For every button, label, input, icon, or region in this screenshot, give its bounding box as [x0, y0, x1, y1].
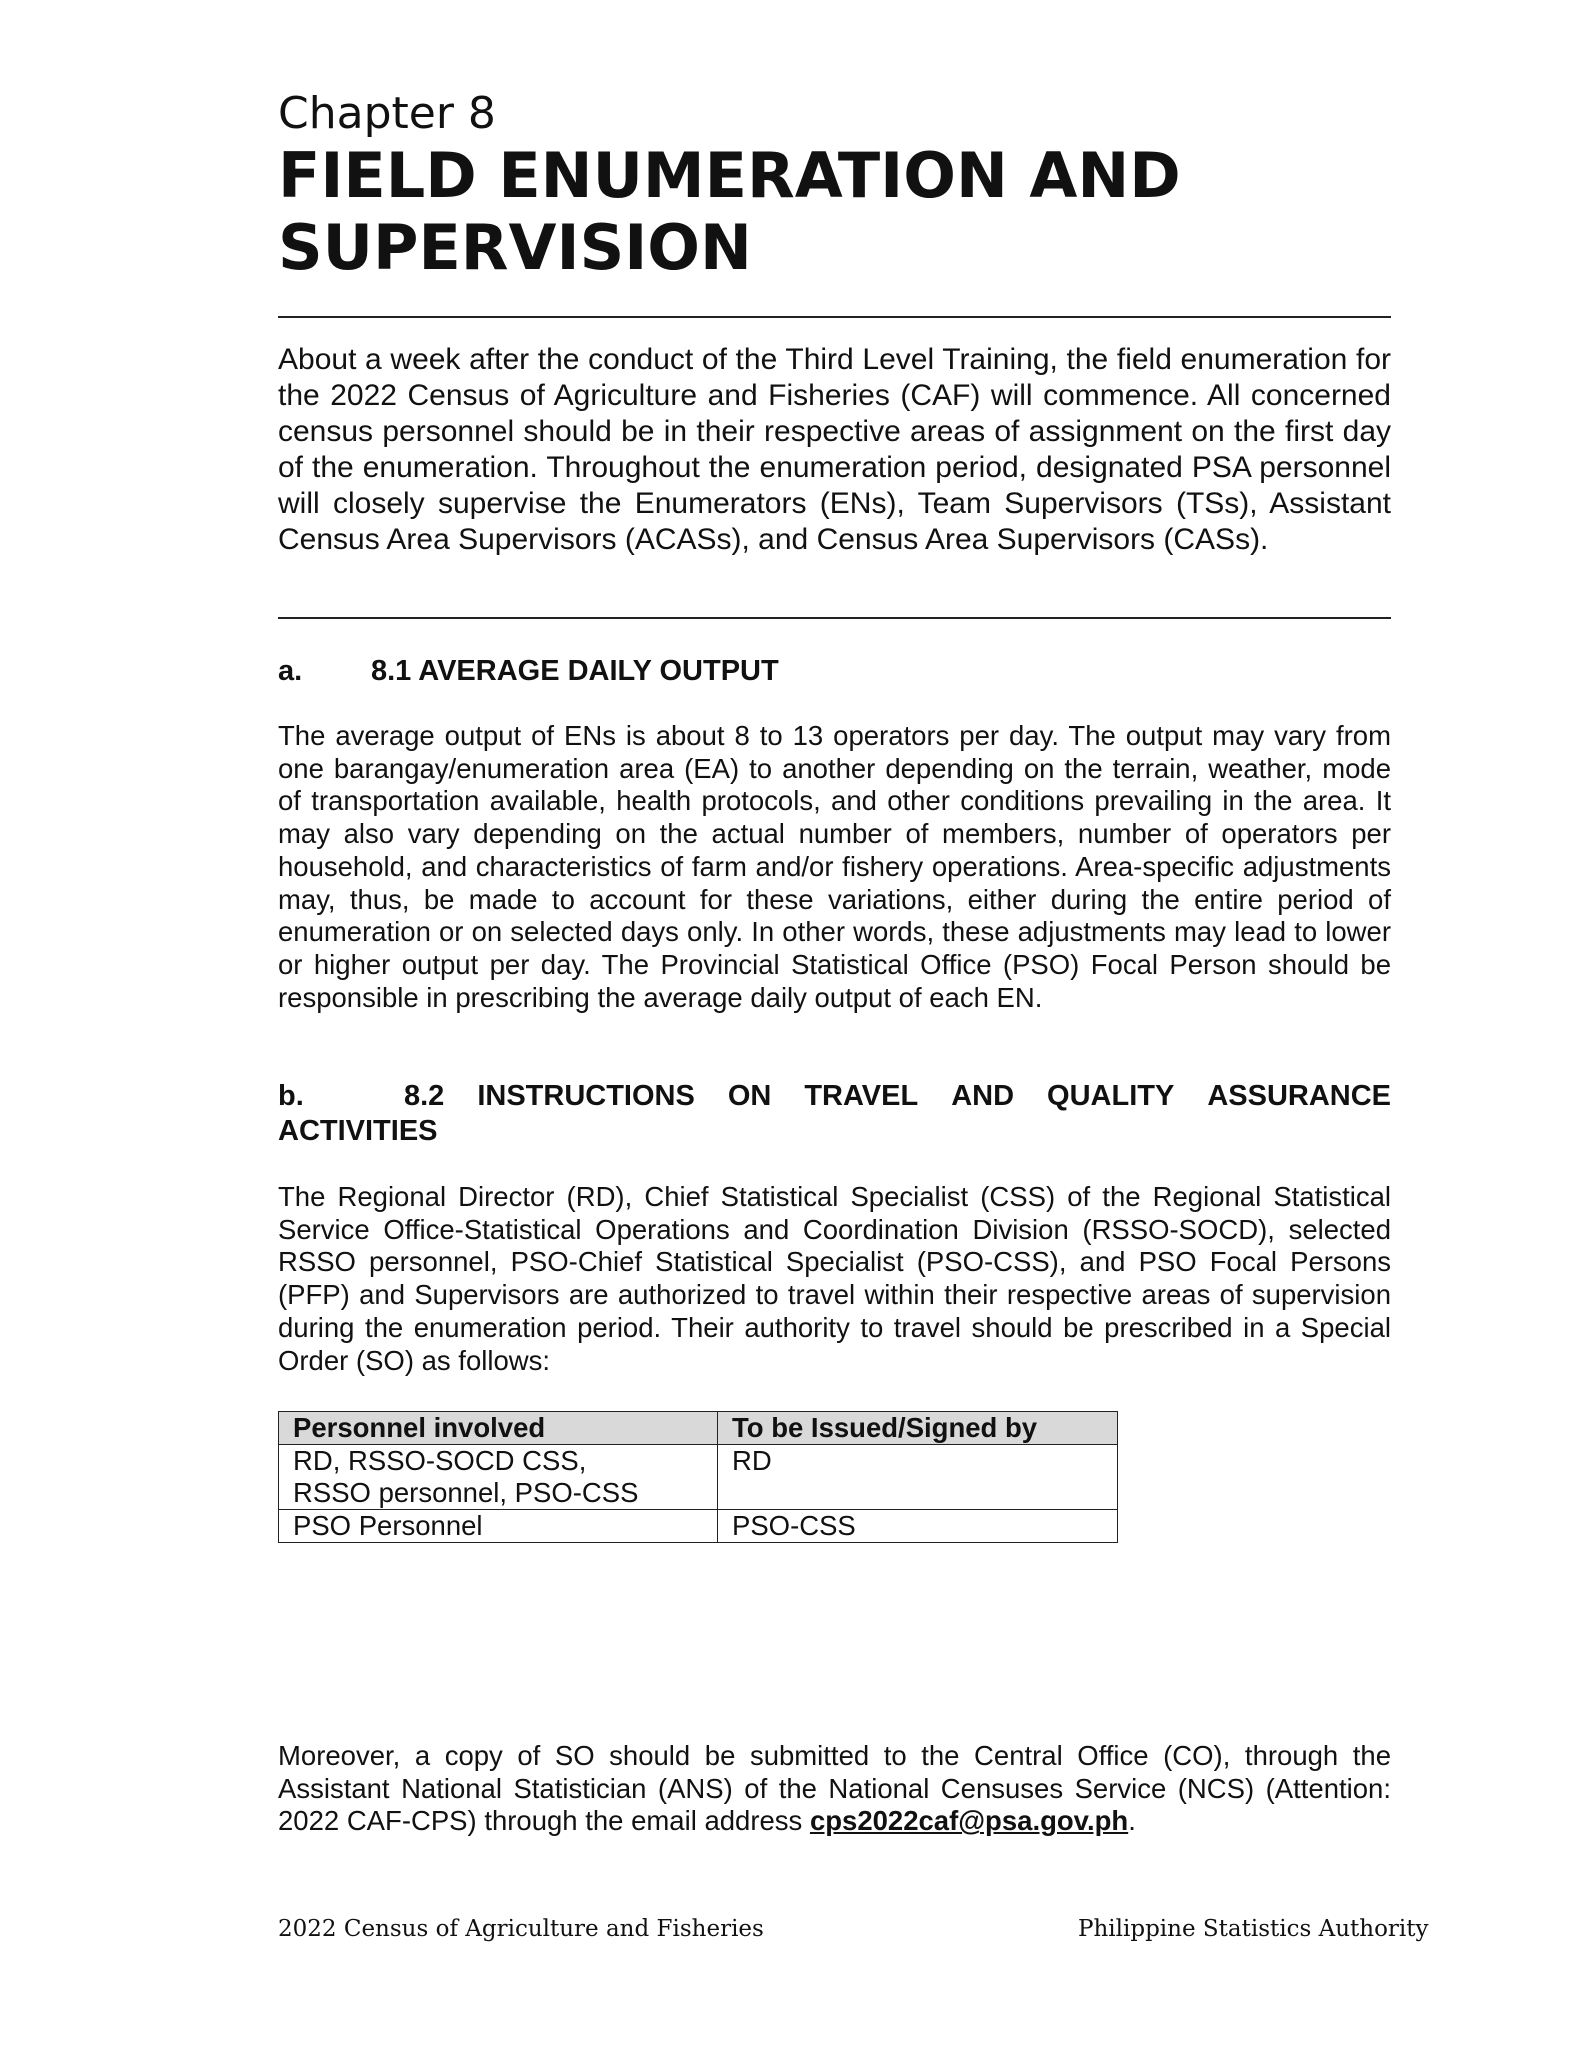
- chapter-label: Chapter 8: [278, 88, 496, 139]
- heading-word: QUALITY: [1047, 1080, 1175, 1112]
- cell-line: PSO Personnel: [293, 1510, 483, 1541]
- section-title: 8.1 AVERAGE DAILY OUTPUT: [371, 655, 779, 687]
- table-row: [279, 1445, 1118, 1510]
- table-header-cell: Personnel involved: [279, 1412, 718, 1445]
- intro-paragraph: About a week after the conduct of the Third Level Training, the field enumeration for the 2022 Census of Agriculture and Fisheries (CAF) will commence. All concerned census personnel should be in their respective areas of assignment on the first day of the enumeration. Throughout the enumeration period, designated PSA personnel will closely supervise the Enumerators (ENs), Team Supervisors (TSs), Assistant Census Area Supervisors (ACASs), and Census Area Supervisors (CASs).: [278, 343, 1391, 556]
- heading-word: ON: [727, 1080, 772, 1112]
- closing-period: .: [1128, 1805, 1136, 1837]
- section-8-2-body: The Regional Director (RD), Chief Statistical Specialist (CSS) of the Regional Statistical Service Office-Statistical Operations and Coordination Division (RSSO-SOCD), selected RSSO personnel, PSO-Chief Statistical Specialist (PSO-CSS), and PSO Focal Persons (PFP) and Supervisors are authorized to travel within their respective areas of supervision during the enumeration period. Their authority to travel should be prescribed in a Special Order (SO) as follows:: [278, 1181, 1391, 1376]
- table-cell-signed-by: PSO-CSS: [718, 1510, 1118, 1543]
- heading-word: INSTRUCTIONS: [477, 1080, 695, 1112]
- table-row: [279, 1510, 1118, 1543]
- section-8-1-body: The average output of ENs is about 8 to 13 operators per day. The output may vary from one barangay/enumeration area (EA) to another depending on the terrain, weather, mode of transportation available, health protocols, and other conditions prevailing in the area. It may also vary depending on the actual number of members, number of operators per household, and characteristics of farm and/or fishery operations. Area-specific adjustments may, thus, be made to account for these variations, either during the entire period of enumeration or on selected days only. In other words, these adjustments may lead to lower or higher output per day. The Provincial Statistical Office (PSO) Focal Person should be responsible in prescribing the average daily output of each EN.: [278, 720, 1391, 1013]
- table-header-row: [279, 1412, 1118, 1445]
- chapter-title: FIELD ENUMERATION AND SUPERVISION: [278, 139, 1181, 284]
- table-cell-personnel: [279, 1510, 718, 1543]
- heading-line-2: ACTIVITIES: [278, 1115, 438, 1147]
- footer-right: Philippine Statistics Authority: [1078, 1916, 1429, 1942]
- section-heading-8-1: [278, 654, 1391, 689]
- table-header-cell: To be Issued/Signed by: [718, 1412, 1118, 1445]
- section-letter: b.: [278, 1080, 304, 1112]
- divider-top: [278, 316, 1391, 318]
- cell-line: RD, RSSO-SOCD CSS,: [293, 1445, 587, 1476]
- heading-word: 8.2: [404, 1080, 445, 1112]
- cell-line: RSSO personnel, PSO-CSS: [293, 1477, 639, 1508]
- footer-left: 2022 Census of Agriculture and Fisheries: [278, 1916, 764, 1942]
- table-cell-personnel: [279, 1445, 718, 1510]
- closing-text: Moreover, a copy of SO should be submitted to the Central Office (CO), through the Assistant National Statistician (ANS) of the National Censuses Service (NCS) (Attention: 2022 CAF-CPS) through the email address: [278, 1740, 1391, 1837]
- heading-word: AND: [951, 1080, 1015, 1112]
- email-link[interactable]: cps2022caf@psa.gov.ph: [809, 1805, 1129, 1837]
- table-cell-signed-by: RD: [718, 1445, 1118, 1510]
- section-heading-8-2: [278, 1079, 1391, 1149]
- section-letter: a.: [278, 655, 303, 687]
- divider-bottom: [278, 617, 1391, 619]
- heading-word: ASSURANCE: [1207, 1080, 1391, 1112]
- special-order-table: [278, 1411, 1118, 1543]
- heading-word: TRAVEL: [804, 1080, 919, 1112]
- closing-paragraph: [278, 1740, 1391, 1838]
